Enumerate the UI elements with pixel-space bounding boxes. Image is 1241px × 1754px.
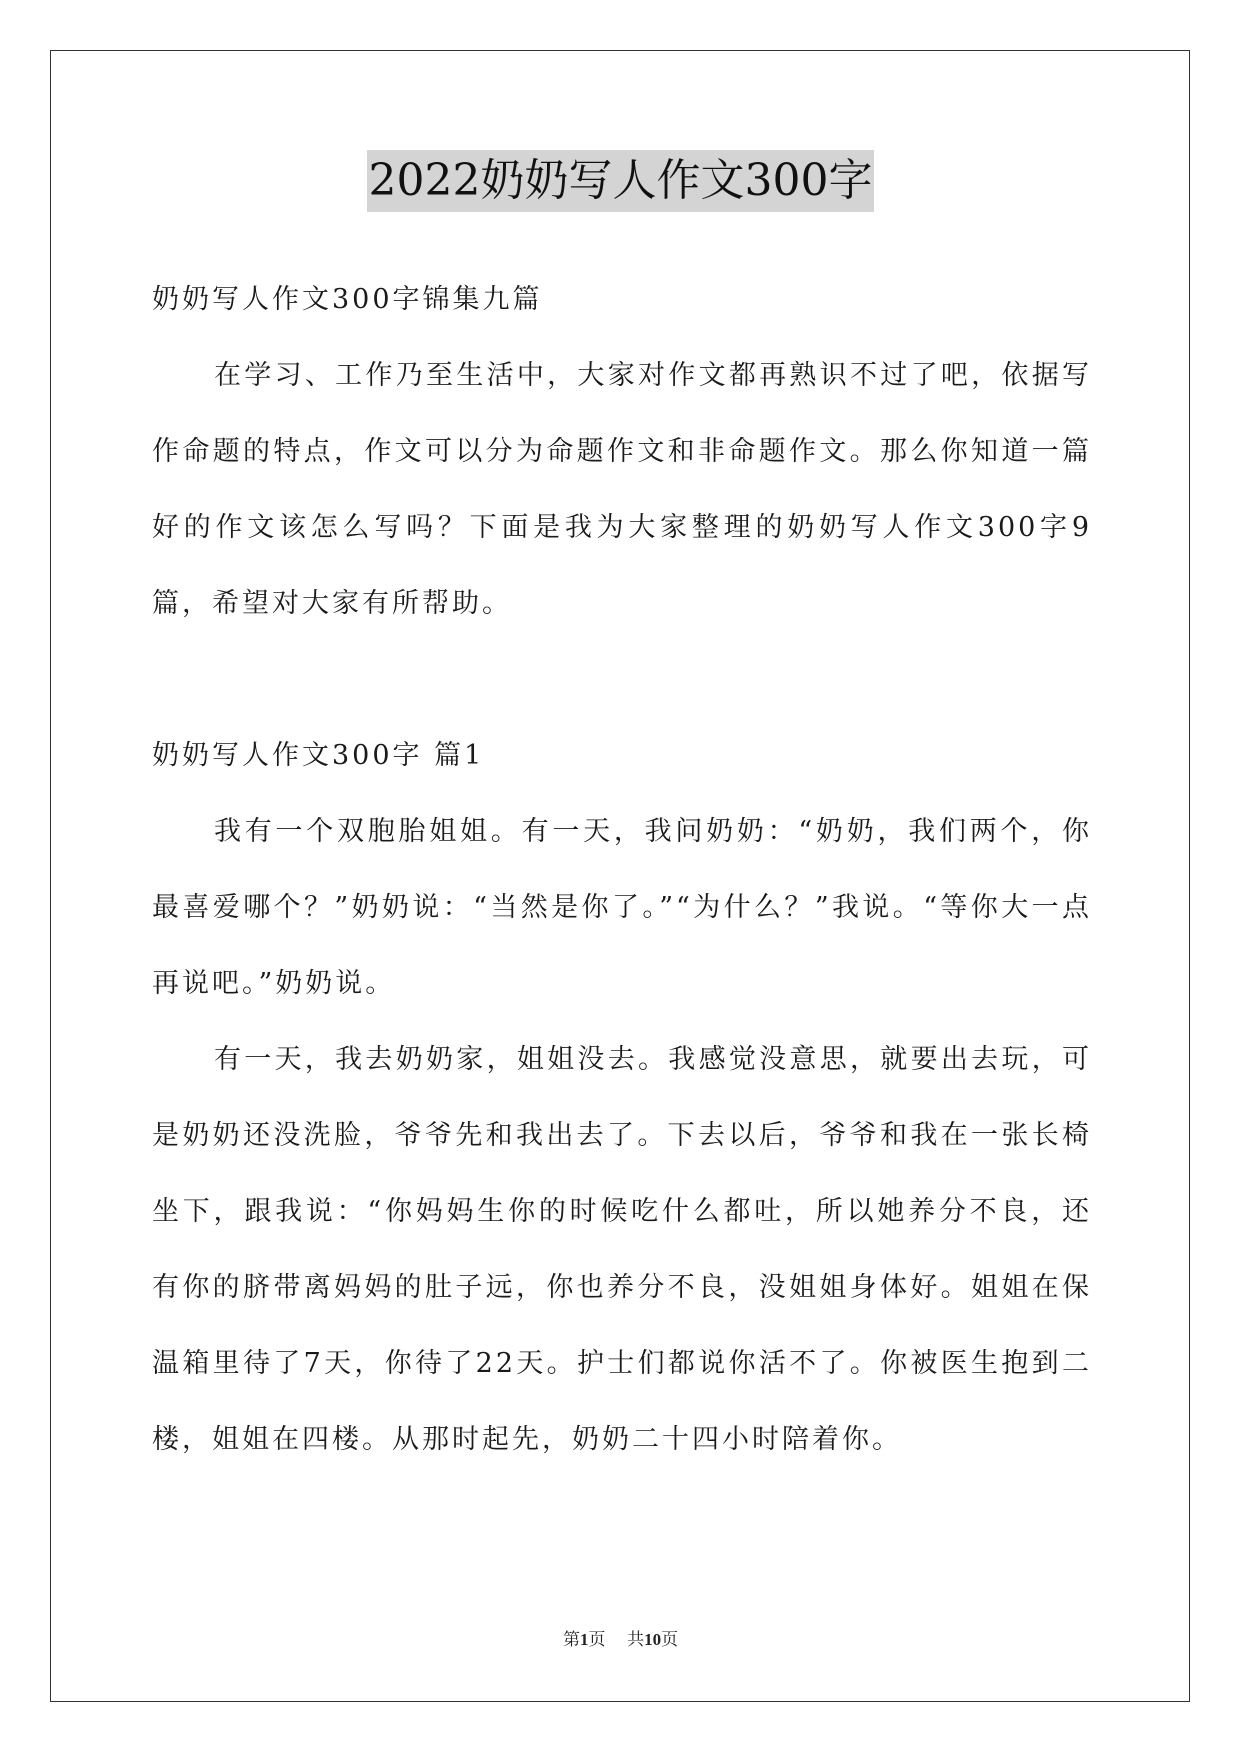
document-subtitle: 奶奶写人作文300字锦集九篇 bbox=[152, 284, 543, 315]
body-paragraph-2: 有一天，我去奶奶家，姐姐没去。我感觉没意思，就要出去玩，可是奶奶还没洗脸，爷爷先和我出去了。下去以后，爷爷和我在一张长椅坐下，跟我说：“你妈妈生你的时候吃什么都吐，所以她养分不良，还有你的脐带离妈妈的肚子远，你也养分不良，没姐姐身体好。姐姐在保温箱里待了7天，你待了22天。护士们都说你活不了。你被医生抱到二楼，姐姐在四楼。从那时起先，奶奶二十四小时陪着你。 bbox=[152, 1044, 1092, 1455]
page-footer bbox=[0, 1625, 1241, 1650]
intro-paragraph: 在学习、工作乃至生活中，大家对作文都再熟识不过了吧，依据写作命题的特点，作文可以分为命题作文和非命题作文。那么你知道一篇好的作文该怎么写吗？下面是我为大家整理的奶奶写人作文300字9篇，希望对大家有所帮助。 bbox=[152, 360, 1092, 619]
footer-total-pages: 10 bbox=[644, 1630, 662, 1649]
section-spacer bbox=[152, 642, 1092, 718]
footer-page-prefix: 第 bbox=[562, 1630, 580, 1650]
footer-total-suffix: 页 bbox=[661, 1630, 679, 1650]
footer-total-prefix: 共 bbox=[627, 1630, 645, 1650]
title-area bbox=[0, 150, 1241, 212]
document-title: 2022奶奶写人作文300字 bbox=[367, 150, 875, 212]
document-body bbox=[152, 262, 1092, 1478]
footer-page-suffix: 页 bbox=[588, 1630, 606, 1650]
body-paragraph-1: 我有一个双胞胎姐姐。有一天，我问奶奶：“奶奶，我们两个，你最喜爱哪个？”奶奶说：“当然是你了。”“为什么？”我说。“等你大一点再说吧。”奶奶说。 bbox=[152, 816, 1092, 999]
footer-page-number: 1 bbox=[579, 1630, 589, 1649]
section-heading: 奶奶写人作文300字 篇1 bbox=[152, 740, 485, 771]
